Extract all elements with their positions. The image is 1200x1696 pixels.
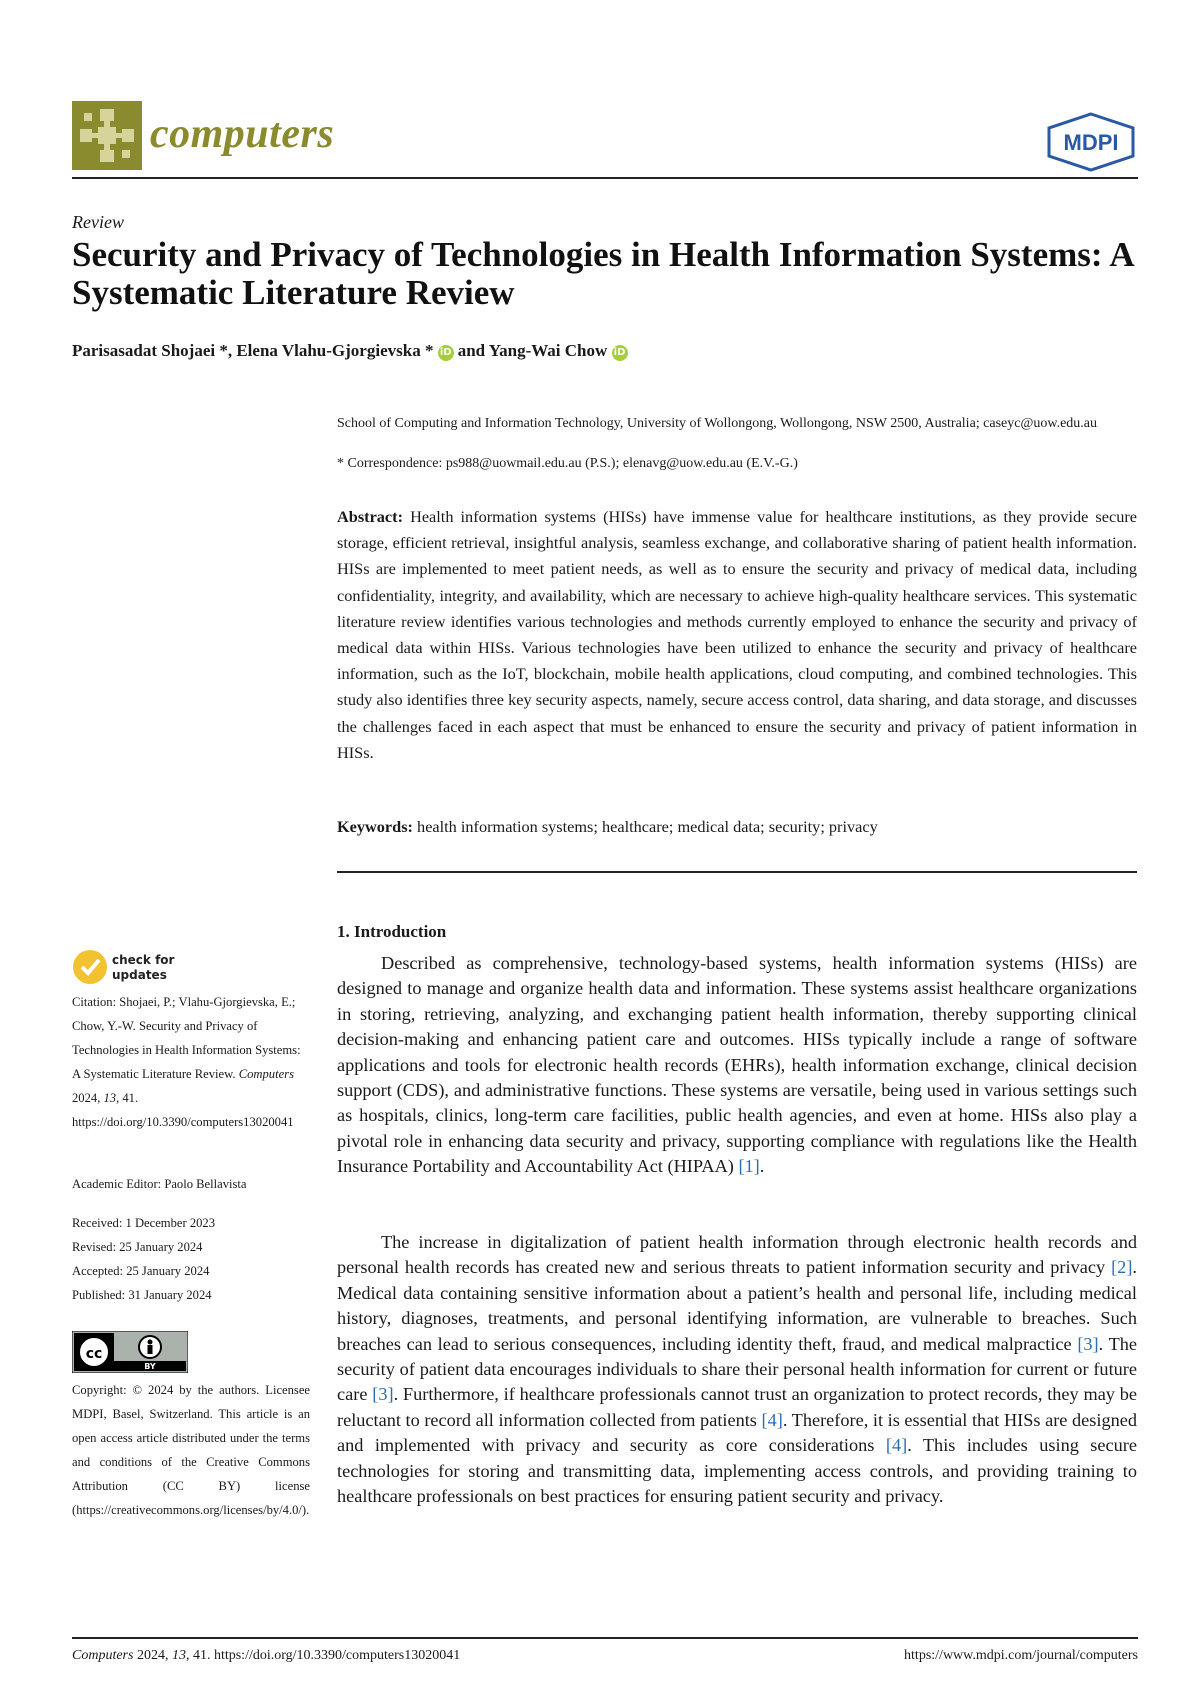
footer-volume: 13 — [171, 1648, 186, 1663]
published-date: Published: 31 January 2024 — [72, 1288, 212, 1302]
section-heading: 1. Introduction — [337, 922, 447, 941]
paragraph-text: The increase in digitalization of patient health information through electronic health records and personal health records has created new and serious threats to patient information security and privacy — [337, 1232, 1137, 1278]
citation-doi[interactable]: , 41. https://doi.org/10.3390/computers13020041 — [72, 1091, 294, 1129]
footer-journal-url[interactable]: https://www.mdpi.com/journal/computers — [904, 1648, 1138, 1663]
author-list — [72, 341, 632, 361]
publisher-name: MDPI — [1063, 130, 1119, 155]
paragraph-text: Described as comprehensive, technology-based systems, health information systems (HISs) are designed to manage and organize health data and information. These systems assist healthcare organizations in storing, retrieving, analyzing, and exchanging patient health information, thereby supporting clinical decision-making and enhancing patient care and outcomes. HISs typically include a range of software applications and tools for electronic health records (EHRs), health information exchange, clinical decision support (CDS), and administrative functions. These systems are versatile, being used in various settings such as hospitals, clinics, long-term care facilities, public health agencies, and even at home. HISs also play a pivotal role in enhancing data security and privacy, supporting compliance with regulations like the Health Insurance Portability and Accountability Act (HIPAA) — [337, 953, 1137, 1177]
journal-name: computers — [150, 111, 335, 157]
author-2: Elena Vlahu-Gjorgievska * — [236, 341, 434, 360]
citation-year: 2024, — [72, 1091, 104, 1105]
cc-by-license-icon[interactable] — [72, 1331, 188, 1373]
paragraph-text: . This includes using secure technologies for storing and transmitting data, implementing access controls, and providing training to healthcare professionals on best practices for ensuring patient security and privacy. — [337, 1435, 1137, 1507]
correspondence: * Correspondence: ps988@uowmail.edu.au (P.S.); elenavg@uow.edu.au (E.V.-G.) — [337, 456, 798, 471]
citation-link[interactable]: [2] — [1111, 1257, 1133, 1278]
paragraph-text: . — [759, 1156, 765, 1177]
article-title: Security and Privacy of Technologies in Health Information Systems: A Systematic Literature Review — [72, 235, 1133, 312]
received-date: Received: 1 December 2023 — [72, 1216, 216, 1230]
abstract-text: Health information systems (HISs) have immense value for healthcare institutions, as they provide secure storage, efficient retrieval, insightful analysis, seamless exchange, and collaborative sharing of patient health information. HISs are implemented to meet patient needs, as well as to ensure the security and privacy of medical data, including confidentiality, integrity, and availability, which are necessary to achieve high-quality healthcare services. This systematic literature review identifies various technologies and methods currently employed to enhance the security and privacy of medical data within HISs. Various technologies have been utilized to enhance the security and privacy of healthcare information, such as the IoT, blockchain, mobile health applications, cloud computing, and combined technologies. This study also identifies three key security aspects, namely, secure access control, data sharing, and data storage, and discusses the challenges faced in each aspect that must be enhanced to ensure the security and privacy of patient information in HISs. — [337, 507, 1137, 762]
orcid-icon[interactable]: iD — [438, 345, 454, 361]
copyright-notice: Copyright: © 2024 by the authors. Licensee MDPI, Basel, Switzerland. This article is an open access article distributed under the terms and conditions of the Creative Commons Attribution (CC BY) license (https://creativecommons.org/licenses/by/4.0/). — [72, 1383, 310, 1517]
footer-doi[interactable]: , 41. https://doi.org/10.3390/computers13020041 — [185, 1648, 461, 1663]
intro-paragraph-2 — [337, 1230, 1137, 1509]
paragraph-text: . Medical data containing sensitive information about a patient’s health and personal life, including medical history, diagnoses, treatments, and personal identifying information, are vulnerable to breaches. Such breaches can lead to serious consequences, including identity theft, fraud, and medical malpractice — [337, 1257, 1137, 1354]
citation-text: Citation: Shojaei, P.; Vlahu-Gjorgievska, E.; Chow, Y.-W. Security and Privacy of Technologies in Health Information Systems: A Systematic Literature Review. — [72, 995, 301, 1081]
affiliation: School of Computing and Information Technology, University of Wollongong, Wollongong, NSW 2500, Australia; caseyc@uow.edu.au — [337, 416, 1097, 431]
citation-volume: 13 — [103, 1091, 117, 1105]
intro-paragraph-1 — [337, 951, 1137, 1180]
abstract-divider — [337, 871, 1137, 873]
citation-journal: Computers — [238, 1067, 294, 1081]
article-type: Review — [72, 212, 124, 232]
paragraph-text: . The security of patient data encourages individuals to share their personal health information for current or future care — [337, 1333, 1137, 1405]
svg-text:cc: cc — [85, 1346, 103, 1362]
paragraph-text: . Therefore, it is essential that HISs are designed and implemented with privacy and security as core considerations — [337, 1409, 1137, 1456]
citation — [72, 990, 310, 1134]
abstract — [337, 504, 1137, 766]
check-updates-line-2: updates — [112, 968, 167, 982]
check-updates-line-1: check for — [112, 953, 175, 967]
footer-divider — [72, 1637, 1138, 1639]
article-dates — [72, 1211, 310, 1307]
citation-link[interactable]: [1] — [738, 1156, 760, 1177]
academic-editor: Academic Editor: Paolo Bellavista — [72, 1177, 247, 1191]
author-3: Yang-Wai Chow — [488, 341, 608, 360]
keywords-text: health information systems; healthcare; medical data; security; privacy — [417, 817, 878, 836]
footer-citation — [72, 1648, 460, 1664]
header-divider — [72, 177, 1138, 179]
citation-link[interactable]: [3] — [372, 1384, 394, 1405]
paragraph-text: . Furthermore, if healthcare professionals cannot trust an organization to protect records, they may be reluctant to record all information collected from patients — [337, 1384, 1137, 1430]
footer-journal: Computers — [72, 1648, 134, 1663]
journal-logo-icon — [72, 101, 142, 170]
keywords-label: Keywords: — [337, 817, 413, 836]
orcid-icon[interactable]: iD — [612, 345, 628, 361]
abstract-label: Abstract: — [337, 507, 404, 526]
accepted-date: Accepted: 25 January 2024 — [72, 1264, 210, 1278]
revised-date: Revised: 25 January 2024 — [72, 1240, 203, 1254]
check-for-updates-badge[interactable] — [72, 947, 182, 987]
citation-link[interactable]: [3] — [1077, 1333, 1099, 1354]
author-1: Parisasadat Shojaei *, — [72, 341, 237, 360]
check-updates-icon — [73, 950, 107, 984]
cc-by-label: BY — [144, 1362, 156, 1371]
footer-year: 2024, — [133, 1648, 172, 1663]
citation-link[interactable]: [4] — [761, 1409, 783, 1430]
mdpi-logo-icon — [1045, 112, 1137, 172]
citation-link[interactable]: [4] — [885, 1435, 908, 1456]
keywords — [337, 817, 1137, 837]
author-separator: and — [457, 341, 489, 360]
